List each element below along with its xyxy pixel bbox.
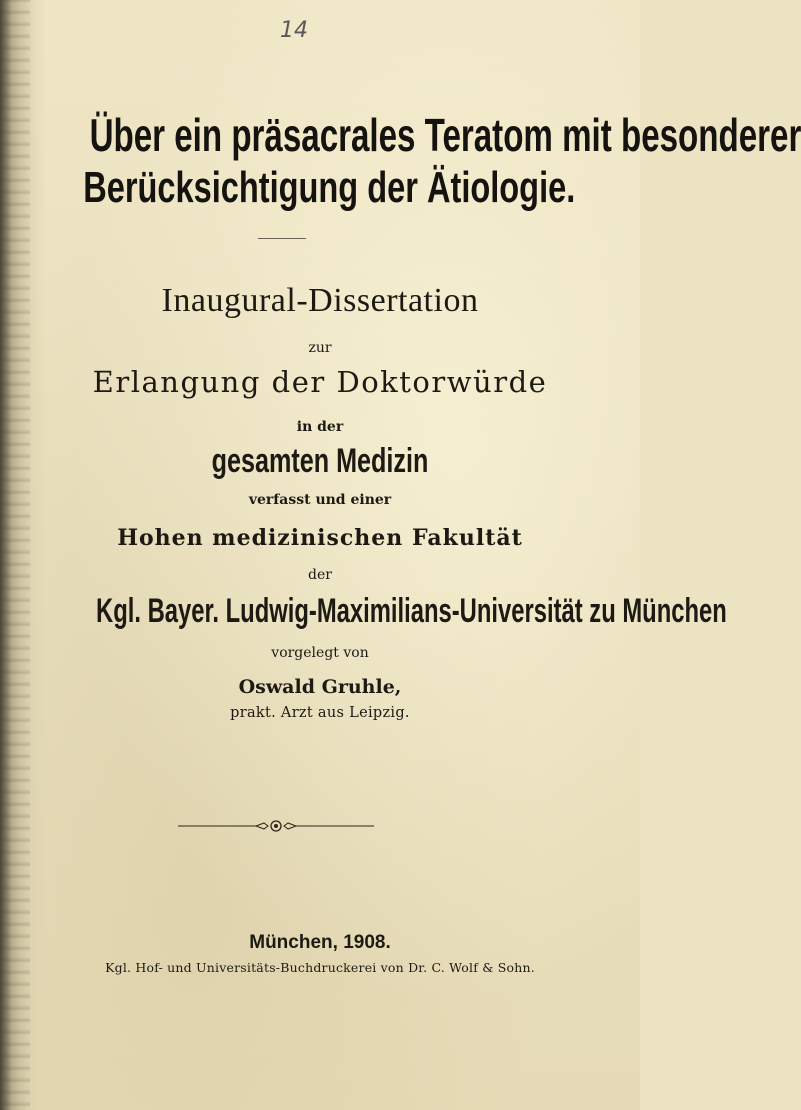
title-line-1: Über ein präsacrales Teratom mit besonderer	[89, 109, 801, 161]
vorgelegt-text: vorgelegt von	[271, 645, 369, 661]
handwritten-page-number: 14	[280, 18, 308, 43]
printer-line: Kgl. Hof- und Universitäts-Buchdruckerei von Dr. C. Wolf & Sohn.	[105, 960, 535, 975]
author-name: Oswald Gruhle,	[238, 676, 402, 698]
verfasst-text: verfasst und einer	[248, 492, 392, 508]
faculty-text: Hohen medizinischen Fakultät	[117, 525, 523, 551]
place-and-year: München, 1908.	[249, 932, 391, 953]
zur-text: zur	[308, 340, 332, 356]
university-name: Kgl. Bayer. Ludwig-Maximilians-Universität zu München	[96, 592, 727, 630]
title-divider	[258, 238, 306, 239]
purpose-text: Erlangung der Doktorwürde	[92, 365, 548, 399]
field-text: gesamten Medizin	[211, 442, 429, 480]
dissertation-heading: Inaugural-Dissertation	[161, 282, 479, 319]
author-description: prakt. Arzt aus Leipzig.	[230, 705, 410, 721]
in-der-text: in der	[296, 419, 344, 435]
der-text: der	[308, 567, 332, 583]
ornament-divider	[178, 818, 374, 834]
title-line-2: Berücksichtigung der Ätiologie.	[83, 163, 576, 212]
